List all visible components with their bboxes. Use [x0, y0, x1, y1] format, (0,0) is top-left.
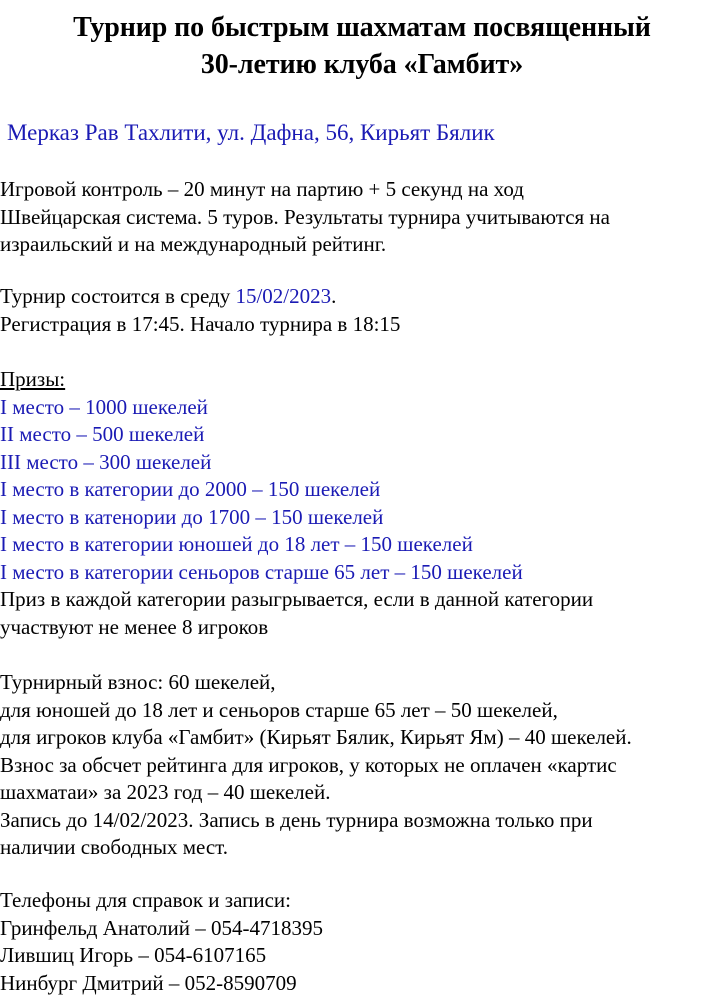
rules-block — [0, 176, 610, 259]
prize-item: I место в катенории до 1700 – 150 шекелей — [0, 504, 593, 532]
contacts-heading: Телефоны для справок и записи: — [0, 887, 323, 915]
fee-line: наличии свободных мест. — [0, 834, 632, 862]
fee-line: шахматаи» за 2023 год – 40 шекелей. — [0, 779, 632, 807]
registration-line: Регистрация в 17:45. Начало турнира в 18:15 — [0, 311, 400, 339]
tournament-date: 15/02/2023 — [235, 284, 331, 308]
date-line — [0, 283, 400, 311]
contacts-block — [0, 887, 323, 997]
prize-item: I место в категории до 2000 – 150 шекелей — [0, 476, 593, 504]
prizes-block — [0, 366, 593, 641]
fees-block — [0, 669, 632, 862]
prizes-heading: Призы: — [0, 366, 593, 394]
fee-line: Турнирный взнос: 60 шекелей, — [0, 669, 632, 697]
rules-line: Игровой контроль – 20 минут на партию + 5 секунд на ход — [0, 176, 610, 204]
fee-line: для игроков клуба «Гамбит» (Кирьят Бялик, Кирьят Ям) – 40 шекелей. — [0, 724, 632, 752]
venue-address: Мерказ Рав Тахлити, ул. Дафна, 56, Кирьят Бялик — [7, 117, 495, 149]
prize-item: I место в категории юношей до 18 лет – 150 шекелей — [0, 531, 593, 559]
prize-note: участвуют не менее 8 игроков — [0, 614, 593, 642]
tournament-title — [0, 0, 724, 83]
title-line-1: Турнир по быстрым шахматам посвященный — [0, 9, 724, 46]
title-line-2: 30-летию клуба «Гамбит» — [0, 46, 724, 83]
fee-line: для юношей до 18 лет и сеньоров старше 65 лет – 50 шекелей, — [0, 697, 632, 725]
date-prefix: Турнир состоится в среду — [0, 284, 235, 308]
rules-line: израильский и на международный рейтинг. — [0, 231, 610, 259]
prize-note: Приз в каждой категории разыгрывается, если в данной категории — [0, 586, 593, 614]
contact-person: Гринфельд Анатолий – 054-4718395 — [0, 915, 323, 943]
date-suffix: . — [331, 284, 336, 308]
contact-person: Нинбург Дмитрий – 052-8590709 — [0, 970, 323, 997]
rules-line: Швейцарская система. 5 туров. Результаты турнира учитываются на — [0, 204, 610, 232]
contact-person: Лившиц Игорь – 054-6107165 — [0, 942, 323, 970]
prize-item: I место в категории сеньоров старше 65 лет – 150 шекелей — [0, 559, 593, 587]
schedule-block — [0, 283, 400, 338]
fee-line: Взнос за обсчет рейтинга для игроков, у которых не оплачен «картис — [0, 752, 632, 780]
prize-item: II место – 500 шекелей — [0, 421, 593, 449]
prize-item: I место – 1000 шекелей — [0, 394, 593, 422]
prize-item: III место – 300 шекелей — [0, 449, 593, 477]
fee-line: Запись до 14/02/2023. Запись в день турнира возможна только при — [0, 807, 632, 835]
